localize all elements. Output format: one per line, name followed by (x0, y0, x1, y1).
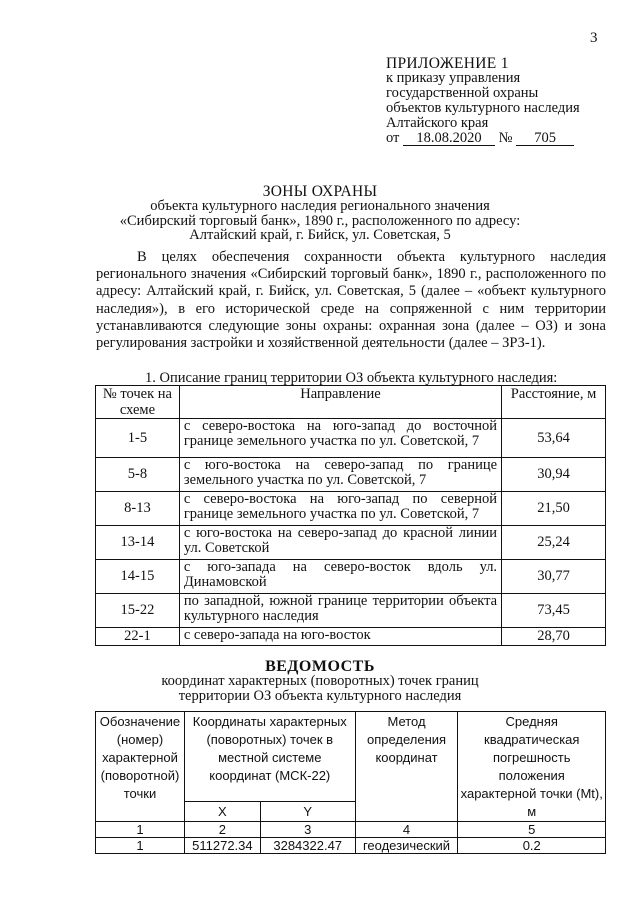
coordinates-table (95, 711, 606, 854)
row-error: 0.2 (458, 838, 606, 854)
appendix-line: Алтайского края (386, 115, 489, 131)
zones-subtitle-line: объекта культурного наследия регионального значения (150, 198, 490, 214)
row-direction: с северо-запада на юго-восток (179, 628, 501, 646)
column-number: 3 (260, 822, 355, 838)
table-row (96, 492, 606, 526)
header-coordinates: Координаты характерных (поворотных) точек в местной системе координат (МСК-22) (184, 712, 355, 802)
row-points: 13-14 (96, 526, 180, 560)
row-points: 14-15 (96, 560, 180, 594)
appendix-line: к приказу управления (386, 70, 521, 86)
coordinates-numbering-row (96, 822, 606, 838)
header-points: № точек на схеме (96, 386, 180, 419)
table-row (96, 526, 606, 560)
zones-subtitle-line: «Сибирский торговый банк», 1890 г., расположенного по адресу: (119, 212, 521, 229)
statement-subtitle (0, 674, 640, 703)
statement-subtitle-line: координат характерных (поворотных) точек границ (161, 673, 479, 689)
coordinates-header-row (96, 712, 606, 802)
appendix-line: объектов культурного наследия (386, 100, 580, 116)
page-number: 3 (590, 30, 598, 46)
row-point: 1 (96, 838, 185, 854)
column-number: 1 (96, 822, 185, 838)
row-points: 8-13 (96, 492, 180, 526)
order-line (386, 131, 580, 146)
statement-title: ВЕДОМОСТЬ (265, 658, 375, 675)
header-direction: Направление (179, 386, 501, 419)
row-distance: 25,24 (502, 526, 606, 560)
header-error: Средняя квадратическая погрешность положения характерной точки (Mt), м (458, 712, 606, 822)
appendix-title: ПРИЛОЖЕНИЕ 1 (386, 55, 509, 72)
zones-subtitle-line: Алтайский край, г. Бийск, ул. Советская, 5 (189, 227, 451, 243)
row-direction: с юго-запада на северо-восток вдоль ул. Динамовской (179, 560, 501, 594)
row-x: 511272.34 (184, 838, 260, 854)
table-row (96, 628, 606, 646)
intro-paragraph: В целях обеспечения сохранности объекта культурного наследия регионального значения «Сибирский торговый банк», 1890 г., расположенного по адресу: Алтайский край, г. Бийск, ул. Советская, 5 (далее – «объект культурного наследия»), в его исторической среде на сопряженной с ним территории устанавливаются следующие зоны охраны: охранная зона (далее – ОЗ) и зона регулирования застройки и хозяйственной деятельности (далее – ЗРЗ-1). (96, 249, 606, 352)
header-designation: Обозначение (номер) характерной (поворотной) точки (96, 712, 185, 822)
appendix-line: государственной охраны (386, 85, 539, 101)
row-distance: 53,64 (502, 419, 606, 458)
row-points: 15-22 (96, 594, 180, 628)
header-y: Y (260, 802, 355, 822)
table-row (96, 458, 606, 492)
order-number-label: № (498, 130, 513, 146)
boundary-table (95, 385, 606, 646)
row-distance: 21,50 (502, 492, 606, 526)
row-direction: с юго-востока на северо-запад по границе земельного участка по ул. Советской, 7 (179, 458, 501, 492)
header-method: Метод определения координат (355, 712, 458, 822)
order-date: 18.08.2020 (403, 131, 495, 146)
table-row (96, 419, 606, 458)
row-direction: с северо-востока на юго-запад до восточной границе земельного участка по ул. Советской, 7 (179, 419, 501, 458)
column-number: 4 (355, 822, 458, 838)
order-prefix: от (386, 130, 400, 146)
row-points: 22-1 (96, 628, 180, 646)
row-points: 1-5 (96, 419, 180, 458)
column-number: 5 (458, 822, 606, 838)
row-distance: 30,94 (502, 458, 606, 492)
row-direction: по западной, южной границе территории объекта культурного наследия (179, 594, 501, 628)
order-number: 705 (516, 131, 574, 146)
zones-subtitle (0, 199, 640, 243)
header-distance: Расстояние, м (502, 386, 606, 419)
header-x: X (184, 802, 260, 822)
table-row (96, 594, 606, 628)
boundary-table-header-row (96, 386, 606, 419)
row-method: геодезический (355, 838, 458, 854)
row-points: 5-8 (96, 458, 180, 492)
row-distance: 73,45 (502, 594, 606, 628)
appendix-block (386, 56, 580, 146)
row-direction: с юго-востока на северо-запад до красной линии ул. Советской (179, 526, 501, 560)
table-row (96, 560, 606, 594)
row-distance: 30,77 (502, 560, 606, 594)
column-number: 2 (184, 822, 260, 838)
zones-heading: ЗОНЫ ОХРАНЫ (262, 183, 378, 200)
row-direction: с северо-востока на юго-запад по северной границе земельного участка по ул. Советской, 7 (179, 492, 501, 526)
boundary-table-caption: 1. Описание границ территории ОЗ объекта культурного наследия: (145, 370, 558, 386)
statement-subtitle-line: территории ОЗ объекта культурного наследия (178, 687, 462, 704)
table-row (96, 838, 606, 854)
row-distance: 28,70 (502, 628, 606, 646)
row-y: 3284322.47 (260, 838, 355, 854)
